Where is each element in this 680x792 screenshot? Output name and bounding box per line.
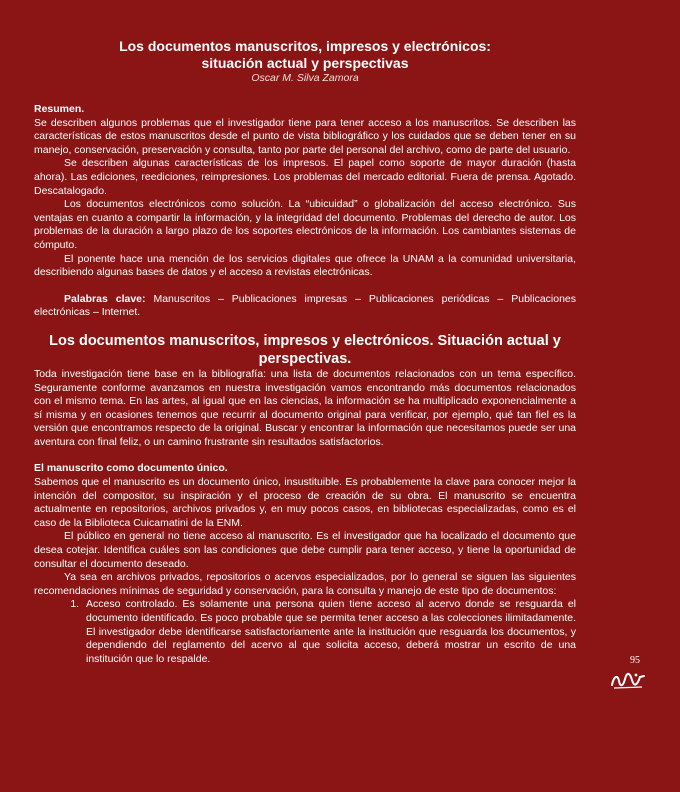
journal-logo-icon xyxy=(610,671,646,691)
subsection-paragraph-2: El público en general no tiene acceso al manuscrito. Es el investigador que ha localizado el documento que desea cotejar. Identifica cuáles son las condiciones que debe cumplir para tener acceso, y tiene la oportunidad de consultar el documento deseado. xyxy=(34,530,576,570)
subsection-paragraph-3: Ya sea en archivos privados, repositorios o acervos especializados, por lo general se siguen las siguientes recomendaciones mínimas de seguridad y conservación, para la consulta y manejo de este tipo de documentos: xyxy=(34,571,576,597)
keywords-label: Palabras clave: xyxy=(64,292,146,305)
subsection-heading: El manuscrito como documento único. xyxy=(34,462,228,475)
section-intro: Toda investigación tiene base en la bibliografía: una lista de documentos relacionados con un tema específico. Seguramente conforme avanzamos en nuestra investigación vamos encontrando más documentos relacionados con el mismo tema. En las artes, al igual que en las ciencias, la información se ha multiplicado exponencialmente a sí misma y en ocasiones tenemos que recurrir al documento original para verificar, por ejemplo, qué tan fiel es la versión que encontramos respecto de la original. Buscar y encontrar la información que necesitamos puede ser una aventura con final feliz, o un camino frustrante sin resultados satisfactorios. xyxy=(34,367,576,448)
list-item: 1. Acceso controlado. Es solamente una persona quien tiene acceso al acervo donde se resguarda el documento identificado. Es poco probable que se permita tener acceso a las colecciones ilimitadamente. El investigador debe identificarse satisfactoriamente ante la institución que resguarda los documentos, y dependiendo del reglamento del acervo al que solicita acceso, deberá mostrar un escrito de una institución que lo respalde. xyxy=(82,598,576,666)
abstract-paragraph-1: Se describen algunos problemas que el investigador tiene para tener acceso a los manuscritos. Se describen las características de estos manuscritos desde el punto de vista bibliográfico y los cuidados que se deben tener en su manejo, conservación, preservación y consulta, tanto por parte del personal del archivo, como de parte del usuario. xyxy=(34,116,576,156)
abstract-paragraph-3: Los documentos electrónicos como solución. La “ubicuidad” o globalización del acceso electrónico. Sus ventajas en cuanto a compartir la información, y la integridad del documento. Problemas del derecho de autor. Los problemas de la duración a largo plazo de los soportes electrónicos de la información. Los cambiantes sistemas de cómputo. xyxy=(34,198,576,251)
section-heading: Los documentos manuscritos, impresos y electrónicos. Situación actual y perspectivas. xyxy=(49,332,561,367)
recommendations-list xyxy=(34,598,576,666)
article-title-line2: situación actual y perspectivas xyxy=(201,55,409,71)
article-title-line1: Los documentos manuscritos, impresos y electrónicos: xyxy=(119,38,491,54)
abstract-paragraph-2: Se describen algunas características de los impresos. El papel como soporte de mayor duración (hasta ahora). Las ediciones, reediciones, reimpresiones. Los problemas del mercado editorial. Fuera de prensa. Agotado. Descatalogado. xyxy=(34,157,576,197)
keywords xyxy=(34,293,576,320)
keywords-list: Manuscritos – Publicaciones impresas – Publicaciones periódicas – Publicaciones electrónicas – Internet. xyxy=(34,292,577,319)
abstract-paragraph-4: El ponente hace una mención de los servicios digitales que ofrece la UNAM a la comunidad universitaria, describiendo algunas bases de datos y el acceso a revistas electrónicas. xyxy=(34,252,576,279)
article xyxy=(34,38,576,666)
author-name: Oscar M. Silva Zamora xyxy=(251,72,359,84)
abstract-label: Resumen. xyxy=(34,103,85,115)
subsection-paragraph-1: Sabemos que el manuscrito es un documento único, insustituible. Es probablemente la clave para conocer mejor la intención del compositor, su inspiración y el proceso de creación de su obra. El manuscrito se encuentra actualmente en repositorios, archivos privados y, en muy pocos casos, en bibliotecas especializadas, como es el caso de la Biblioteca Cuicamatini de la ENM. xyxy=(34,476,576,529)
page-number: 95 xyxy=(630,655,640,666)
